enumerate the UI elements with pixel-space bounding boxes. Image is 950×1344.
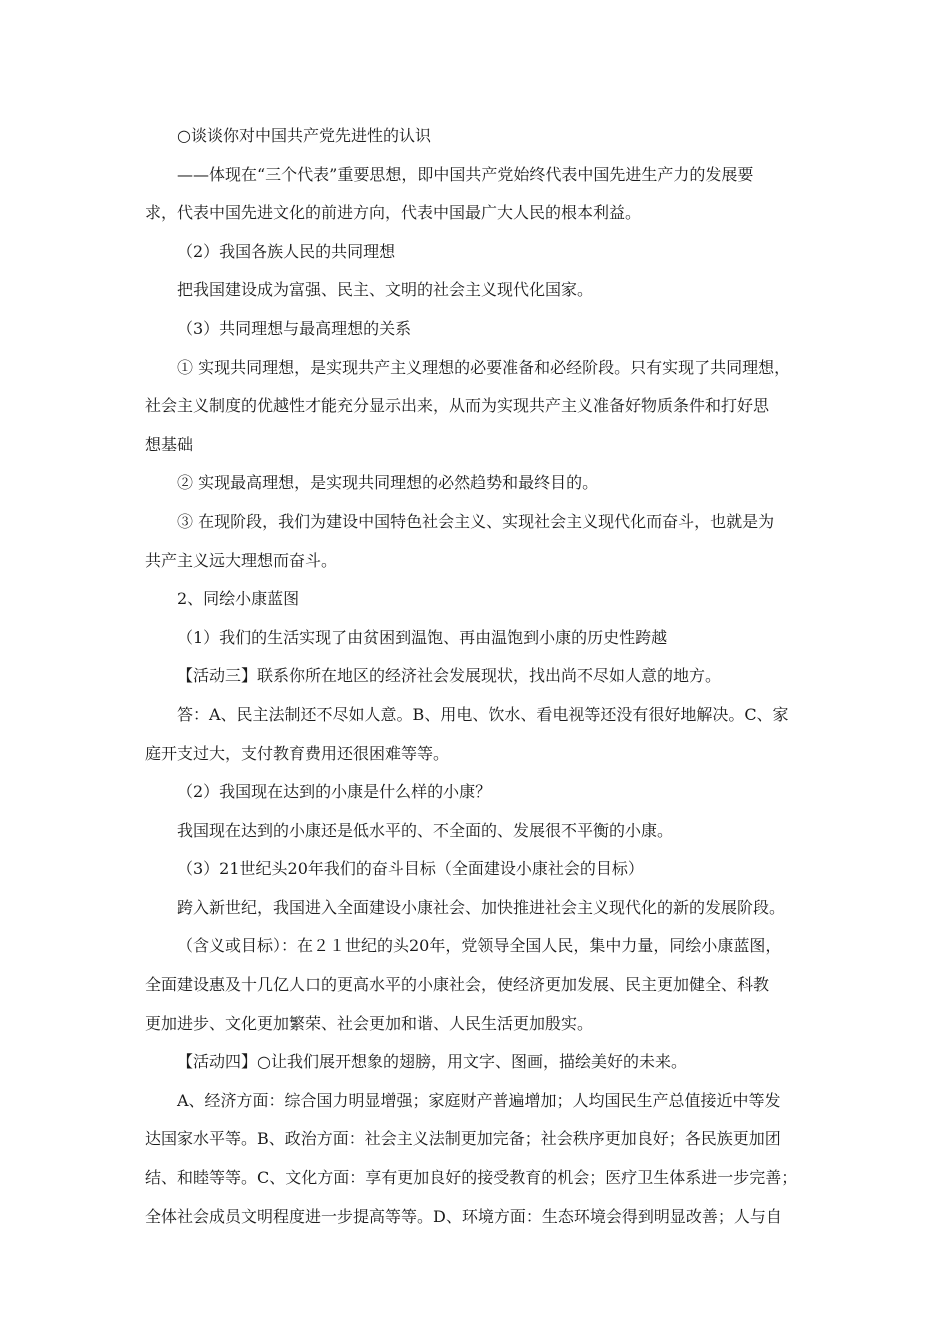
text-line: 2、同绘小康蓝图: [177, 589, 300, 609]
text-line: （含义或目标）：在２１世纪的头20年，党领导全国人民，集中力量，同绘小康蓝图，: [177, 936, 782, 956]
text-line: 社会主义制度的优越性才能充分显示出来，从而为实现共产主义准备好物质条件和打好思: [145, 396, 770, 416]
text-line: 更加进步、文化更加繁荣、社会更加和谐、人民生活更加殷实。: [145, 1013, 594, 1033]
text-line: 把我国建设成为富强、民主、文明的社会主义现代化国家。: [177, 280, 594, 300]
text-line: ① 实现共同理想，是实现共产主义理想的必要准备和必经阶段。只有实现了共同理想，: [177, 357, 791, 377]
text-line: 达国家水平等。B、政治方面：社会主义法制更加完备；社会秩序更加良好；各民族更加团: [145, 1129, 781, 1149]
text-line: 求，代表中国先进文化的前进方向，代表中国最广大人民的根本利益。: [145, 203, 642, 223]
text-line: （1）我们的生活实现了由贫困到温饱、再由温饱到小康的历史性跨越: [177, 627, 668, 647]
text-line: ○谈谈你对中国共产党先进性的认识: [177, 126, 431, 145]
text-line: 全面建设惠及十几亿人口的更高水平的小康社会，使经济更加发展、民主更加健全、科教: [145, 975, 770, 995]
text-line: 我国现在达到的小康还是低水平的、不全面的、发展很不平衡的小康。: [177, 820, 674, 840]
text-line: ③ 在现阶段，我们为建设中国特色社会主义、实现社会主义现代化而奋斗，也就是为: [177, 511, 775, 531]
text-line: 跨入新世纪，我国进入全面建设小康社会、加快推进社会主义现代化的新的发展阶段。: [177, 897, 786, 917]
text-line: 【活动三】联系你所在地区的经济社会发展现状，找出尚不尽如人意的地方。: [177, 666, 722, 686]
text-line: A、经济方面：综合国力明显增强；家庭财产普遍增加；人均国民生产总值接近中等发: [177, 1090, 781, 1110]
text-line: （3）21世纪头20年我们的奋斗目标（全面建设小康社会的目标）: [177, 859, 644, 879]
text-line: 结、和睦等等。C、文化方面：享有更加良好的接受教育的机会；医疗卫生体系进一步完善；: [145, 1168, 798, 1188]
text-line: 【活动四】○让我们展开想象的翅膀，用文字、图画，描绘美好的未来。: [177, 1052, 687, 1072]
text-line: 全体社会成员文明程度进一步提高等等。D、环境方面：生态环境会得到明显改善；人与自: [145, 1206, 782, 1226]
text-line: ——体现在“三个代表”重要思想，即中国共产党始终代表中国先进生产力的发展要: [177, 164, 754, 184]
text-line: （3）共同理想与最高理想的关系: [177, 318, 412, 338]
text-line: （2）我国各族人民的共同理想: [177, 241, 396, 261]
text-line: 答：A、民主法制还不尽如人意。B、用电、饮水、看电视等还没有很好地解决。C、家: [177, 704, 789, 724]
text-line: 共产主义远大理想而奋斗。: [145, 550, 338, 570]
text-line: 想基础: [145, 434, 194, 454]
text-line: ② 实现最高理想，是实现共同理想的必然趋势和最终目的。: [177, 473, 599, 493]
text-line: （2）我国现在达到的小康是什么样的小康？: [177, 782, 492, 802]
text-line: 庭开支过大，支付教育费用还很困难等等。: [145, 743, 450, 763]
document-text-block: [145, 117, 810, 1236]
